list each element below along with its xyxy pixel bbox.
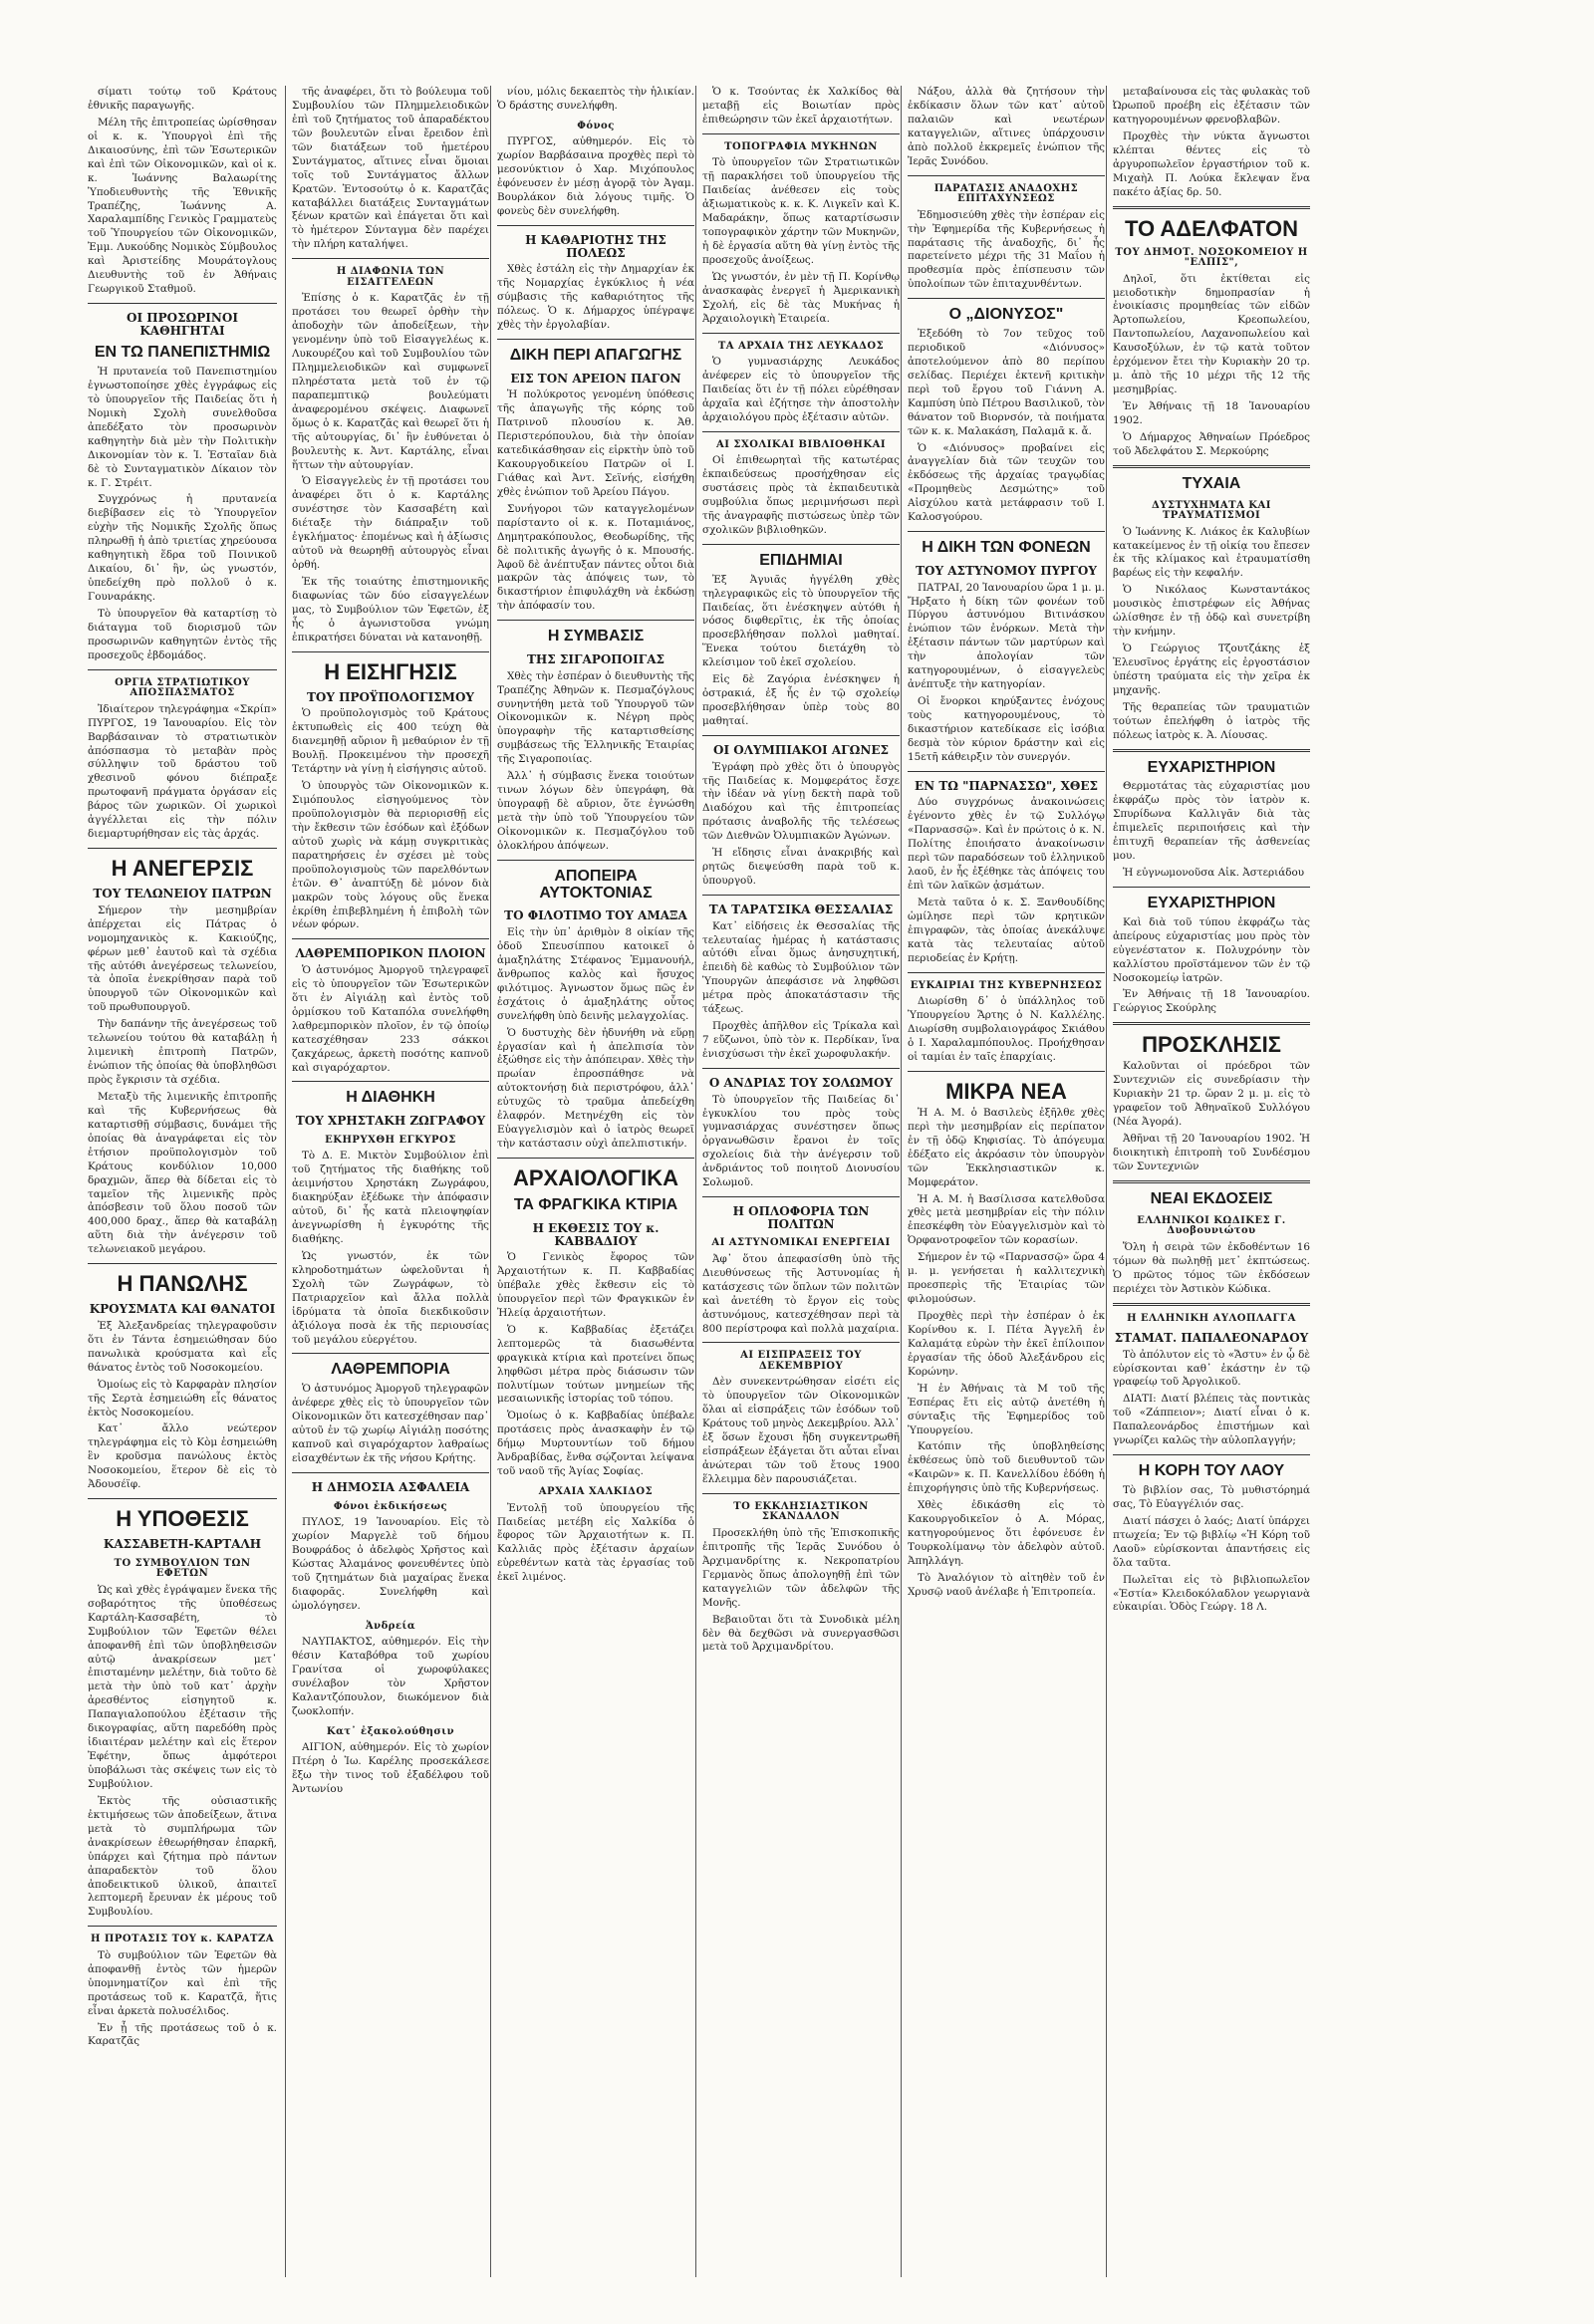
article-headline: ΛΑΘΡΕΜΠΟΡΙΑ xyxy=(331,1361,450,1379)
article-paragraph: Τὸ ὑπουργεῖον τῆς Παιδείας δι᾽ ἐγκυκλίου του πρὸς τοὺς γυμνασιάρχας συνέστησεν ὅπως ὀργανωθῶσιν ἔρανοι ἐν τοῖς σχολείοις διὰ τὴν ἀνέγερσιν τοῦ ἀνδριάντος τοῦ ποιητοῦ Διονυσίου Σολωμοῦ. xyxy=(702,1093,900,1189)
article-paragraph: Διωρίσθη δ᾽ ὁ ὑπάλληλος τοῦ Ὑπουργείου Ἄρτης ὁ Ν. Καλλέλης. Διωρίσθη συμβολαιογράφος Σκιάθου ὁ Ι. Χαραλαμπόπουλος. Προήχθησαν οἱ ταμίαι ἐν ταῖς ἐπαρχίαις. xyxy=(908,995,1105,1063)
article-paragraph: Τὸ ἀπόλυτον εἰς τὸ «Ἄστυ» ἐν ᾧ δὲ εὑρίσκονται καθ᾽ ἑκάστην ἐν τῷ γραφείῳ τοῦ Ἀργολικοῦ. xyxy=(1113,1348,1310,1389)
article-headline: ΤΟΥ ΑΣΤΥΝΟΜΟΥ ΠΥΡΓΟΥ xyxy=(916,563,1097,578)
article-paragraph: Ἡ πολύκροτος γενομένη ὑπόθεσις τῆς ἀπαγωγῆς τῆς κόρης τοῦ Πατρινοῦ πλουσίου κ. Ἀθ. Περιστερόπουλου, διὰ τὴν ὁποίαν κατεδικάσθησαν εἰς εἱρκτὴν ὑπὸ τοῦ Κακουργοδικείου Πατρῶν οἱ Ι. Γιάθας καὶ Ἀντ. Σεϊνής, εἰσήχθη χθὲς ἐνώπιον τοῦ Ἀρείου Πάγου. xyxy=(497,388,694,498)
article-headline: Φόνοι ἐκδικήσεως xyxy=(333,1500,448,1512)
article-paragraph: ΠΑΤΡΑΙ, 20 Ἰανουαρίου ὥρα 1 μ. μ. Ἤρξατο ἡ δίκη τῶν φονέων τοῦ Πύργου ἀστυνόμου Βιτινάσκου ἐνώπιον τῶν ἐνόρκων. Μετὰ τὴν ἐξέτασιν πάντων τῶν μαρτύρων καὶ τὴν ἀπολογίαν τῶν κατηγορουμένων, ὁ εἰσαγγελεὺς ἀνέπτυξε τὴν κατηγορίαν. xyxy=(908,581,1105,691)
column-4 xyxy=(695,86,906,2277)
article-headline: ΤΑ ΑΡΧΑΙΑ ΤΗΣ ΛΕΥΚΑΔΟΣ xyxy=(717,340,885,352)
article-paragraph: Χθὲς τὴν ἑσπέραν ὁ διευθυντὴς τῆς Τραπέζης Ἀθηνῶν κ. Πεσμαζόγλους συνηντήθη μετὰ τοῦ Ὑπουργοῦ τῶν Οἰκονομικῶν κ. Νέγρη πρὸς ὑπογραφὴν τῆς καταρτισθείσης συμβάσεως τῆς Ἑλληνικῆς Ἑταιρίας τῆς Σιγαροποιίας. xyxy=(497,669,694,766)
article-paragraph: νίου, μόλις δεκαεπτὸς τὴν ἡλικίαν. Ὁ δράστης συνελήφθη. xyxy=(497,86,694,112)
article-paragraph: Ἐντολῇ τοῦ ὑπουργείου τῆς Παιδείας μετέβη εἰς Χαλκίδα ὁ ἔφορος τῶν Ἀρχαιοτήτων κ. Π. Καλλιᾶς πρὸς ἐξέτασιν ἀρχαίων εὑρεθέντων κατὰ τὰς ἐργασίας τοῦ ἐκεῖ λιμένος. xyxy=(497,1501,694,1584)
article-headline: ΤΟΥ ΧΡΗΣΤΑΚΗ ΖΩΓΡΑΦΟΥ xyxy=(295,1114,486,1129)
article-paragraph: Συνήγοροι τῶν καταγγελομένων παρίσταντο οἱ κ. κ. Ποταμιάνος, Δημητρακόπουλος, Θεοδωρίδης, τῆς δὲ πολιτικῆς ἀγωγῆς ὁ κ. Μπουσής. Ἀφοῦ δὲ ἀνέπτυξαν πάντες οὗτοι διὰ μακρῶν τὰς ἀπόψεις των, τὸ δικαστήριον ἐπιφυλάχθη νὰ ἐκδώσῃ τὴν ἀπόφασίν του. xyxy=(497,502,694,613)
article-headline: ΤΑ ΦΡΑΓΚΙΚΑ ΚΤΙΡΙΑ xyxy=(513,1196,678,1214)
article-headline: ΤΗΣ ΣΙΓΑΡΟΠΟΙΓΑΣ xyxy=(526,652,665,667)
article-paragraph: Προχθὲς τὴν νύκτα ἄγνωστοι κλέπται θέντες εἰς τὸ ἀργυροπωλεῖον ἐργαστήριον τοῦ κ. Μιχαὴλ Π. Λούκα ἔκλεψαν ἕνα πακέτο ἀξίας δρ. 50. xyxy=(1113,129,1310,198)
article-paragraph: Θερμοτάτας τὰς εὐχαριστίας μου ἐκφράζω πρὸς τὸν ἰατρὸν κ. Σπυρίδωνα Καλλιγᾶν διὰ τὰς ἐπιμελεῖς περιποιήσεις καὶ τὴν ἐπιτυχῆ θεραπείαν τῆς ἀσθενείας μου. xyxy=(1113,780,1310,863)
article-paragraph: Εἰς δὲ Ζαγόρια ἐνέσκηψεν ἡ ὀστρακιά, ἐξ ἧς ἐν τῷ σχολείῳ προσεβλήθησαν ὑπὲρ τοὺς 80 μαθηταί. xyxy=(702,673,900,728)
article-paragraph: Οἱ ἐπιθεωρηταὶ τῆς κατωτέρας ἐκπαιδεύσεως προσήχθησαν εἰς συστάσεις πρὸς τὰ ἐκπαιδευτικὰ συμβούλια ὅπως μεριμνήσωσι περὶ τῆς ἀναγραφῆς πιστώσεως ὑπὲρ τῶν σχολικῶν βιβλιοθηκῶν. xyxy=(702,454,900,536)
article-headline: Η ΥΠΟΘΕΣΙΣ xyxy=(116,1506,249,1532)
column-rule xyxy=(497,620,694,621)
column-rule xyxy=(497,339,694,340)
column-rule xyxy=(702,1196,900,1197)
column-rule xyxy=(292,1081,489,1082)
column-rule xyxy=(702,544,900,545)
article-headline: ΤΟ ΑΔΕΛΦΑΤΟΝ xyxy=(1124,215,1299,241)
column-rule xyxy=(292,938,489,939)
article-headline: ΤΟ ΦΙΛΟΤΙΜΟ ΤΟΥ ΑΜΑΞΑ xyxy=(504,908,687,923)
article-paragraph: Ὡς γνωστόν, ἐκ τῶν κληροδοτημάτων ὡφελοῦνται ἡ Σχολὴ τῶν Ζωγράφων, τὸ Πατριαρχεῖον καὶ ἄλλα πολλὰ ἱδρύματα τὰ ὁποῖα διεκδικοῦσιν ἀξιόλογα ποσὰ ἐκ τῆς περιουσίας τοῦ μεγάλου εὐεργέτου. xyxy=(292,1249,489,1346)
article-headline: Η ΔΙΑΦΩΝΙΑ ΤΩΝ ΕΙΣΑΓΓΕΛΕΩΝ xyxy=(336,266,445,288)
article-paragraph: Ἐν ᾗ τῆς προτάσεως τοῦ ὁ κ. Καρατζᾶς xyxy=(88,2021,277,2048)
column-rule xyxy=(908,972,1105,973)
column-rule xyxy=(1113,1180,1310,1183)
column-rule xyxy=(702,735,900,736)
column-3 xyxy=(490,86,700,2277)
article-headline: Η ΑΝΕΓΕΡΣΙΣ xyxy=(111,856,254,882)
column-rule xyxy=(1113,206,1310,209)
article-paragraph: ΠΥΛΟΣ, 19 Ἰανουαρίου. Εἰς τὸ χωρίον Μαργελὲ τοῦ δήμου Βουφράδος ὁ ἀδελφὸς Χρῆστος καὶ Κώστας Ἀλαμάνος φονευθέντες ὑπὸ τοῦ ζητημάτων διὰ μαχαίρας ἕνεκα διαφορᾶς. Συνελήφθη καὶ ὡμολόγησεν. xyxy=(292,1516,489,1612)
article-headline: ΑΡΧΑΙΟΛΟΓΙΚΑ xyxy=(512,1165,679,1191)
article-headline: ΟΙ ΟΛΥΜΠΙΑΚΟΙ ΑΓΩΝΕΣ xyxy=(713,742,889,757)
article-paragraph: Ἐπίσης ὁ κ. Καρατζᾶς ἐν τῇ προτάσει του θεωρεῖ ὀρθὴν τὴν ἀποδοχὴν τῶν ἀποδείξεων, τὴν γενομένην ὑπὸ τοῦ Εἰσαγγελέως κ. Λυκουρέζου καὶ τοῦ Συμβουλίου τῶν Πλημμελειοδικῶν καὶ συμφωνεῖ πληρέστατα μετὰ τοῦ ἐν τῷ παραπεμπτικῷ βουλεύματι ἀναφερομένου σκέψεις. Διαφωνεῖ ὅμως ὁ κ. Καρατζᾶς καὶ θεωρεῖ ὅτι ἡ τῆς αὐτουργίας, δι᾽ ἣν ἐυθύνεται ὁ βουλευτὴς κ. Ἀντ. Καρτάλης, εἶναι ἥττων τὴν αὐτουργίαν. xyxy=(292,292,489,471)
article-headline: ΤΟ ΕΚΚΛΗΣΙΑΣΤΙΚΟΝ ΣΚΑΝΔΑΛΟΝ xyxy=(733,1500,869,1523)
article-headline: ΤΟΠΟΓΡΑΦΙΑ ΜΥΚΗΝΩΝ xyxy=(724,140,878,152)
article-paragraph: Ὅλη ἡ σειρὰ τῶν ἐκδοθέντων 16 τόμων θὰ πωληθῇ μετ᾽ ἐκπτώσεως. Ὁ πρῶτος τόμος τῶν ἐκδόσεων περιέχει τὸν Ἀστικὸν Κώδικα. xyxy=(1113,1240,1310,1295)
article-headline: ΠΑΡΑΤΑΣΙΣ ΑΝΑΔΟΧΗΣ ΕΠΙΤΑΧΥΝΣΕΩΣ xyxy=(933,182,1079,205)
article-paragraph: τῆς ἀναφέρει, ὅτι τὸ βούλευμα τοῦ Συμβουλίου τῶν Πλημμελειοδικῶν ἐπὶ τοῦ ζητήματος τοῦ ἀπαραδέκτου τῶν βουλευτῶν εἶναι ἔρειδον ἐπὶ τῶν διατάξεων τοῦ ἡμετέρου Συντάγματος, αἵτινες εἶναι ὅμοιαι τοῖς τοῦ Συντάγματος ἄλλων Κρατῶν. Ἐντοσούτῳ ὁ κ. Καρατζᾶς καταβάλλει διατάξεις Συνταγμάτων ξένων κρατῶν καὶ ἐπάγεται ὅτι καὶ τὸ ἡμέτερον Σύνταγμα δὲν παρέχει τὴν πλήρη καταλήψει. xyxy=(292,86,489,251)
article-paragraph: Ὁ κ. Καββαδίας ἐξετάζει λεπτομερῶς τὰ διασωθέντα φραγκικὰ κτίρια καὶ προτείνει ὅπως ληφθῶσι μέτρα πρὸς διάσωσιν τῶν πολυτίμων τούτων μνημείων τῆς μεσαιωνικῆς ἱστορίας τοῦ τόπου. xyxy=(497,1323,694,1406)
article-paragraph: ΑΙΓΙΟΝ, αὐθημερόν. Εἰς τὸ χωρίον Πτέρη ὁ Ἰω. Καρέλης προσεκάλεσε ἔξω τὴν τινος τοῦ ἐξαδέλφου τοῦ Ἀντωνίου xyxy=(292,1741,489,1795)
article-paragraph: Ἡ εἴδησις εἶναι ἀνακριβής καὶ ρητῶς διεψεύσθη παρὰ τοῦ κ. ὑπουργοῦ. xyxy=(702,847,900,888)
column-rule xyxy=(88,1498,277,1499)
article-headline: ΠΡΟΣΚΛΗΣΙΣ xyxy=(1142,1032,1281,1058)
article-paragraph: Καλοῦνται οἱ πρόεδροι τῶν Συντεχνιῶν εἰς συνεδρίασιν τὴν Κυριακὴν 21 τρ. ὥραν 2 μ. μ. εἰς τὸ γραφεῖον τοῦ Ἀθηναϊκοῦ Συλλόγου (Νέα Ἀγορά). xyxy=(1113,1060,1310,1129)
article-headline: Η ΚΟΡΗ ΤΟΥ ΛΑΟΥ xyxy=(1138,1462,1285,1480)
article-headline: Η ΚΑΘΑΡΙΟΤΗΣ ΤΗΣ ΠΟΛΕΩΣ xyxy=(525,233,666,260)
column-rule xyxy=(702,333,900,334)
article-paragraph: Διατί πάσχει ὁ λαός; Διατί ὑπάρχει πτωχεία; Ἐν τῷ βιβλίῳ «Ἡ Κόρη τοῦ Λαοῦ» εὑρίσκονται ἀπαντήσεις εἰς ὅλα ταῦτα. xyxy=(1113,1514,1310,1569)
column-rule xyxy=(908,1071,1105,1072)
article-paragraph: Ἡ Α. Μ. ὁ Βασιλεὺς ἐξῆλθε χθὲς περὶ τὴν μεσημβρίαν εἰς περίπατον ἐν τῇ ὁδῷ Κηφισίας. Τὸ ἀπόγευμα ἐδέξατο εἰς ἀκρόασιν τὸν ὑπουργὸν τῶν Ἐκκλησιαστικῶν κ. Μομφεράτον. xyxy=(908,1106,1105,1188)
article-paragraph: ΠΥΡΓΟΣ, αὐθημερόν. Εἰς τὸ χωρίον Βαρβάσαινα προχθὲς περὶ τὸ μεσονύκτιον ὁ Χαρ. Μιχόπουλος ἐφόνευσεν ἐν μέσῃ ἀγορᾷ τὸν Ἀγαμ. Βουρλάκον διὰ λόγους τιμῆς. Ὁ φονεὺς δὲν συνελήφθη. xyxy=(497,135,694,218)
article-paragraph: Οἱ ἔνορκοι κηρύξαντες ἐνόχους τοὺς κατηγορουμένους, τὸ δικαστήριον κατεδίκασε εἰς ἰσόβια δεσμὰ τὸν κύριον δράστην καὶ εἰς 15ετῆ κάθειρξιν τὸν συνεργόν. xyxy=(908,695,1105,763)
article-paragraph: ΝΑΥΠΑΚΤΟΣ, αὐθημερόν. Εἰς τὴν θέσιν Καταβόθρα τοῦ χωρίου Γρανίτσα οἱ χωροφύλακες συνέλαβον τὸν Χρῆστον Καλαντζόπουλον, διωκόμενον διὰ ζωοκλοπήν. xyxy=(292,1636,489,1717)
article-paragraph: Ἡ πρυτανεία τοῦ Πανεπιστημίου ἐγνωστοποίησε χθὲς ἐγγράφως εἰς τὸ ὑπουργεῖον τῆς Παιδείας ὅτι ἡ Νομικὴ Σχολὴ συνελθοῦσα ἀπεδέξατο τὸν προσωρινὸν καθηγητὴν διὰ μὲν τὴν Πολιτικὴν Δικονομίαν τὸν κ. Ἰ. Ἐσταῖαν διὰ δὲ τὸ Συνταγματικὸν Δίκαιον τὸν κ. Γ. Στρέιτ. xyxy=(88,366,277,489)
column-rule xyxy=(1113,1303,1310,1306)
article-paragraph: Τὸ ὑπουργεῖον θὰ καταρτίσῃ τὸ διάταγμα τοῦ διορισμοῦ τῶν προσωρινῶν καθηγητῶν ἐντὸς τῆς προσεχοῦς ἑβδομάδος. xyxy=(88,607,277,661)
column-rule xyxy=(1113,749,1310,752)
column-rule xyxy=(88,303,277,304)
column-2 xyxy=(285,86,495,2277)
article-paragraph: Ἐξ Ἀγυιᾶς ἠγγέλθη χθὲς τηλεγραφικῶς εἰς τὸ ὑπουργεῖον τῆς Παιδείας, ὅτι ἐνέσκηψεν αὐτόθι ἡ νόσος διφθερῖτις, ἐκ τῆς ὁποίας προσεβλήθησαν πολλοὶ μαθηταί. Ἕνεκα τούτου διετάχθη τὸ κλείσιμον τοῦ ἐκεῖ σχολείου. xyxy=(702,573,900,669)
article-paragraph: Ἰδιαίτερον τηλεγράφημα «Σκρίπ» ΠΥΡΓΟΣ, 19 Ἰανουαρίου. Εἰς τὸν Βαρβάσαιναν τὸ στρατιωτικὸν ἀπόσπασμα τὸ μεταβὰν πρὸς σύλληψιν τοῦ δράστου τοῦ χθεσινοῦ φόνου διέπραξε πρωτοφανῆ πράγματα ὀργάσαν εἰς βάρος τῶν χωρικῶν. Οἱ χωρικοὶ ἀγγέλλεται εἰς τὴν πόλιν διεμαρτυρήθησαν εἰς τὰς ἀρχάς. xyxy=(88,702,277,841)
article-headline: Η ΟΠΛΟΦΟΡΙΑ ΤΩΝ ΠΟΛΙΤΩΝ xyxy=(732,1204,870,1231)
column-rule xyxy=(1113,1454,1310,1455)
column-5 xyxy=(901,86,1111,2277)
article-headline: Η ΔΙΑΘΗΚΗ xyxy=(346,1089,435,1107)
article-headline: ΕΥΧΑΡΙΣΤΗΡΙΟΝ xyxy=(1147,895,1276,911)
article-headline: ΕΙΣ ΤΟΝ ΑΡΕΙΟΝ ΠΑΓΟΝ xyxy=(510,371,681,386)
column-rule xyxy=(702,895,900,896)
column-1 xyxy=(88,86,283,2277)
article-headline: Η ΕΚΘΕΣΙΣ ΤΟΥ κ. ΚΑΒΒΑΔΙΟΥ xyxy=(532,1220,660,1248)
article-headline: ΤΟΥ ΠΡΟΫΠΟΛΟΓΙΣΜΟΥ xyxy=(307,689,474,704)
article-paragraph: Χθὲς ἐστάλη εἰς τὴν Δημαρχίαν ἐκ τῆς Νομαρχίας ἐγκύκλιος ἡ νέα σύμβασις τῆς καθαριότητος τῆς πόλεως. Ὁ κ. Δήμαρχος ὑπέγραψε χθὲς τὴν ἐργολαβίαν. xyxy=(497,263,694,331)
article-paragraph: Ἀφ᾽ ὅτου ἀπεφασίσθη ὑπὸ τῆς Διευθύνσεως τῆς Ἀστυνομίας ἡ κατάσχεσις τῶν ὅπλων τῶν πολιτῶν καὶ ἀνετέθη τὸ ἔργον εἰς τοὺς ἀστυνόμους, κατεσχέθησαν περὶ τὰ 800 περίστροφα καὶ πολλὰ μαχαίρια. xyxy=(702,1252,900,1335)
article-paragraph: Τὸ ὑπουργεῖον τῶν Στρατιωτικῶν τῇ παρακλήσει τοῦ ὑπουργείου τῆς Παιδείας ἀνέθεσεν εἰς τοὺς ἀξιωματικοὺς κ. κ. Κ. Λιγκεῖν καὶ Κ. Μαδαράκην, ὅπως καταρτίσωσιν τοπογραφικὸν χάρτην τῶν Μυκηνῶν, ἡ δὲ ἐργασία αὕτη θὰ γίνῃ ἐντὸς τῆς προσεχοῦς ἀνοίξεως. xyxy=(702,156,900,266)
column-rule xyxy=(292,258,489,259)
article-paragraph: Ἀθῆναι τῇ 20 Ἰανουαρίου 1902. Ἡ διοικητικὴ ἐπιτροπὴ τοῦ Συνδέσμου τῶν Συντεχνιῶν xyxy=(1113,1133,1310,1173)
column-rule xyxy=(908,771,1105,772)
article-paragraph: Κατ᾽ εἰδήσεις ἐκ Θεσσαλίας τῆς τελευταίας ἡμέρας ἡ κατάστασις αὐτόθι εἶναι ὅμως ἀνησυχητική, ἐπειδὴ δὲ καθὼς τὸ Συμβούλιον τῶν Ὑπουργῶν ἀπεφάσισε νὰ ληφθῶσι μέτρα πρὸς ἀποκατάστασιν τῆς τάξεως. xyxy=(702,919,900,1016)
article-headline: ΑΙ ΣΧΟΛΙΚΑΙ ΒΙΒΛΙΟΘΗΚΑΙ xyxy=(715,438,887,450)
article-paragraph: Ὁ προϋπολογισμὸς τοῦ Κράτους ἐκτυπωθεὶς εἰς 400 τεύχη θὰ διανεμηθῇ αὔριον ἢ μεθαύριον ἐν τῇ Βουλῇ. Προκειμένου τὴν προσεχῆ Τετάρτην νὰ γίνῃ ἡ εἰσήγησις αὐτοῦ. xyxy=(292,707,489,776)
article-paragraph: Ἐδημοσιεύθη χθὲς τὴν ἑσπέραν εἰς τὴν Ἐφημερίδα τῆς Κυβερνήσεως ἡ παράτασις τῆς ἀναδοχῆς, δι᾽ ἧς παρετείνετο μέχρι τῆς 31 Μαΐου ἡ προθεσμία πρὸς ἐπίσπευσιν τῶν ὑπολοίπων τῶν ἐπιταχυνθέντων. xyxy=(908,208,1105,291)
article-paragraph: Ὁ Γεώργιος Τζουτζάκης ἐξ Ἐλευσῖνος ἐργάτης εἰς ἐργοστάσιον ὑπέστη τραύματα εἰς τὴν χεῖρα ἐκ μηχανῆς. xyxy=(1113,643,1310,696)
article-headline: ΚΑΣΣΑΒΕΤΗ-ΚΑΡΤΑΛΗ xyxy=(103,1537,262,1552)
article-paragraph: Μεταξὺ τῆς λιμενικῆς ἐπιτροπῆς καὶ τῆς Κυβερνήσεως θὰ καταρτισθῇ σύμβασις, δυνάμει τῆς ὁποίας θὰ ἀναγράφεται εἰς τὸν ἐτήσιον προϋπολογισμὸν τοῦ Κράτους κονδύλιον 10,000 δραχμῶν, ἅπερ θὰ δίδεται εἰς τὸ ταμεῖον τῆς λιμενικῆς πρὸς ἀπόσβεσιν τοῦ ὅλου ποσοῦ τῶν 400,000 δραχ., ἅπερ θὰ καταβάλῃ αὕτη διὰ τὴν ἀνέγερσιν τοῦ τελωνειακοῦ μεγάρου. xyxy=(88,1090,277,1256)
article-paragraph: Ὁ Νικόλαος Κωνσταντάκος μουσικὸς ἐπιστρέφων εἰς Ἀθήνας ὠλίσθησε ἐν τῇ ὁδῷ καὶ συνετρίβη τὴν κνήμην. xyxy=(1113,584,1310,639)
column-rule xyxy=(908,298,1105,299)
article-paragraph: Ἐκτὸς τῆς οὐσιαστικῆς ἐκτιμήσεως τῶν ἀποδείξεων, ἅτινα μετὰ τὸ συμπλήρωμα τῶν ἀνακρίσεων ἐθεωρήθησαν ἐπαρκῆ, ὑπάρχει καὶ ζήτημα πρὸ πάντων ἀπαραδεκτὸν τοῦ ὅλου ἀποδεικτικοῦ ὑλικοῦ, ἀπαιτεῖ λεπτομερῆ ἔρευναν ἐκ μέρους τοῦ Συμβουλίου. xyxy=(88,1794,277,1919)
article-paragraph: Ὡς καὶ χθὲς ἐγράψαμεν ἕνεκα τῆς σοβαρότητος τῆς ὑποθέσεως Καρτάλη-Κασσαβέτη, τὸ Συμβούλιον τῶν Ἐφετῶν θέλει ἀποφανθῆ ἐπὶ τῶν ὑποβληθεισῶν αὐτῷ ἀνακρίσεων μετ᾽ ἐπισταμένην μελέτην, διὰ τοῦτο δὲ μετὰ τὴν ὑπὸ τοῦ κατ᾽ ἀρχὴν ἀρεσθέντος εἰσηγητοῦ κ. Παπαγιαλοπούλου ἐξέτασιν τῆς δικογραφίας, αὕτη παρεδόθη πρὸς ἰδιαιτέραν μελέτην καὶ εἰς ἕτερον Ἐφέτην, ὅπως ἀμφότεροι ὑποβάλωσι τὰς σκέψεις των εἰς τὸ Συμβούλιον. xyxy=(88,1583,278,1790)
column-rule xyxy=(88,848,277,849)
column-rule xyxy=(88,1926,277,1927)
article-paragraph: Σήμερον τὴν μεσημβρίαν ἀπέρχεται εἰς Πάτρας ὁ νομομηχανικὸς κ. Κακιούζης, φέρων μεθ᾽ ἑαυτοῦ καὶ τὰ σχέδια τῆς αὐτόθι ἀνεγέρσεως τελωνείου, τὰ ὁποῖα ἐνεκρίθησαν παρὰ τοῦ ὑπουργοῦ τῶν Οἰκονομικῶν καὶ τοῦ πρωθυπουργοῦ. xyxy=(88,904,277,1014)
article-headline: ΕΥΚΑΙΡΙΑΙ ΤΗΣ ΚΥΒΕΡΝΗΣΕΩΣ xyxy=(910,979,1103,991)
article-paragraph: Κατ᾽ ἄλλο νεώτερον τηλεγράφημα εἰς τὸ Κὸμ ἐσημειώθη ἓν κροῦσμα πανώλους ἐκτὸς Νοσοκομείου, ἕτερον δὲ εἰς τὸ Ἀδουσέϊφ. xyxy=(88,1422,277,1491)
article-headline: ΜΙΚΡΑ ΝΕΑ xyxy=(945,1078,1067,1104)
article-paragraph: Ὁ ἀστυνόμος Ἀμοργοῦ τηλεγραφῶν ἀνέφερε χθὲς εἰς τὸ ὑπουργεῖον τῶν Οἰκονομικῶν ὅτι κατεσχέθησαν παρ᾽ αὐτοῦ ἐν τῷ χωρίῳ Αἰγιάλῃ ποσότης καπνοῦ καὶ σιγαρόχαρτον λαθραίως εἰσαχθέντων ἐκ τῆς νήσου Κρήτης. xyxy=(292,1383,489,1464)
article-headline: Ο ΑΝΔΡΙΑΣ ΤΟΥ ΣΟΛΩΜΟΥ xyxy=(708,1075,894,1090)
article-paragraph: Ὁμοίως εἰς τὸ Καρφαρὰν πλησίον τῆς Σερτὰ ἐσημειώθη εἷς θάνατος ἐκτὸς Νοσοκομείου. xyxy=(88,1378,277,1419)
article-headline: ΕΛΛΗΝΙΚΟΙ ΚΩΔΙΚΕΣ Γ. Δυοβουνιώτου xyxy=(1137,1214,1286,1237)
article-paragraph: Ἐγράφη πρὸ χθὲς ὅτι ὁ ὑπουργὸς τῆς Παιδείας κ. Μομφεράτος ἔσχε τὴν ἰδέαν νὰ γίνῃ δεκτὴ παρὰ τοῦ Διαδόχου καὶ τῆς ἐπιτροπείας πρότασις ἀναβολῆς τῆς τελέσεως τῶν Διεθνῶν Ὀλυμπιακῶν Ἀγώνων. xyxy=(702,760,900,843)
article-headline: ΣΤΑΜΑΤ. ΠΑΠΑΛΕΟΝΑΡΔΟΥ xyxy=(1114,1331,1309,1345)
article-paragraph: Καὶ διὰ τοῦ τύπου ἐκφράζω τὰς ἀπείρους εὐχαριστίας μου πρὸς τὸν εὐγενέστατον κ. Πολυχρόνην τὸν καλλίστου προϊστάμενον τῶν ἐν τῷ Νοσοκομείῳ ἰατρῶν. xyxy=(1113,915,1310,984)
article-paragraph: Ὁ Εἰσαγγελεὺς ἐν τῇ προτάσει του ἀναφέρει ὅτι ὁ κ. Καρτάλης συνέστησε τὸν Κασσαβέτη καὶ διέταξε τὴν διάπραξιν τοῦ ἐγκλήματος· ἐπομένως καὶ ἡ ἀξίωσις αὐτοῦ νὰ θεωρηθῇ αὐτουργὸς εἶναι ὀρθή. xyxy=(292,475,489,572)
column-rule xyxy=(292,1353,489,1354)
article-paragraph: Ἐξ Ἀλεξανδρείας τηλεγραφοῦσιν ὅτι ἐν Τάντα ἐσημειώθησαν δύο πανωλικὰ κρούσματα καὶ εἷς θάνατος ἐντὸς τοῦ Νοσοκομείου. xyxy=(88,1319,277,1374)
article-paragraph: Ἐν Ἀθήναις τῇ 18 Ἰανουαρίου 1902. xyxy=(1113,400,1310,426)
column-rule xyxy=(497,860,694,861)
column-rule xyxy=(292,1472,489,1473)
article-paragraph: Τὸ Ἀναλόγιον τὸ αἰτηθὲν τοῦ ἐν Χρυσῷ ναοῦ ἀνέλαβε ἡ Ἐπιτροπεία. xyxy=(908,1571,1105,1598)
article-paragraph: Ἡ εὐγνωμονοῦσα Αἰκ. Ἀστεριάδου xyxy=(1123,867,1305,880)
article-paragraph: Τὸ συμβούλιον τῶν Ἐφετῶν θὰ ἀποφανθῇ ἐντὸς τῶν ἡμερῶν ὑπομνηματίζον καὶ ἐπὶ τῆς προτάσεως τοῦ κ. Καρατζᾶ, ἥτις εἶναι ἀρκετὰ πολυσέλιδος. xyxy=(88,1948,277,2017)
article-headline: ΑΙ ΑΣΤΥΝΟΜΙΚΑΙ ΕΝΕΡΓΕΙΑΙ xyxy=(711,1237,891,1249)
column-6 xyxy=(1106,86,1316,2277)
article-paragraph: Ὁ Δήμαρχος Ἀθηναίων Πρόεδρος τοῦ Ἀδελφάτου Σ. Μερκούρης xyxy=(1113,430,1310,457)
article-paragraph: Ἡ ἐν Ἀθήναις τὰ Μ τοῦ τῆς Ἑσπέρας ἔτι εἰς αὐτῷ ἀνετέθη ἡ σύνταξις τῆς Ἐφημερίδος τοῦ Ὑπουργείου. xyxy=(908,1382,1105,1436)
article-paragraph: σίματι τούτῳ τοῦ Κράτους ἐθνικῆς παραγωγῆς. xyxy=(88,86,277,112)
article-headline: ΛΑΘΡΕΜΠΟΡΙΚΟΝ ΠΛΟΙΟΝ xyxy=(295,946,486,961)
article-paragraph: Πωλεῖται εἰς τὸ βιβλιοπωλεῖον «Ἑστία» Κλειδοκόλαδλον γεωργιανὰ εὐκαιρίαι. Ὁδὸς Γεώργ. 18 Λ. xyxy=(1113,1573,1310,1614)
article-headline: Η ΣΥΜΒΑΣΙΣ xyxy=(547,628,645,646)
article-paragraph: Ὁ Ἰωάννης Κ. Λιάκος ἐκ Καλυβίων κατακείμενος ἐν τῇ οἰκίᾳ του ἔπεσεν ἐκ τῆς κλίμακος καὶ ἐτραυματίσθη βαρέως εἰς τὴν κεφαλήν. xyxy=(1113,525,1310,580)
article-headline: ΚΡΟΥΣΜΑΤΑ ΚΑΙ ΘΑΝΑΤΟΙ xyxy=(89,1302,276,1317)
article-paragraph: Προχθὲς περὶ τὴν ἑσπέραν ὁ ἐκ Κορίνθου κ. Ι. Πέτα Ἀγγελῆ ἐν Καλαμάτᾳ εὑρὼν τὴν ἐκεῖ ἐπίλοιπον ἐργασίαν τῆς ὁδοῦ Ἀλεξάνδρου εἰς Κορώνην. xyxy=(908,1310,1105,1378)
article-headline: Η ΕΙΣΗΓΗΣΙΣ xyxy=(324,658,457,684)
article-paragraph: Ὡς γνωστόν, ἐν μὲν τῇ Π. Κορίνθῳ ἀνασκαφὰς ἐνεργεῖ ἡ Ἀμερικανικὴ Σχολή, εἰς δὲ τὰς Μυκήνας ἡ Ἀρχαιολογικὴ Ἑταιρεία. xyxy=(702,270,900,325)
column-rule xyxy=(908,175,1105,176)
article-paragraph: Ἡ Α. Μ. ἡ Βασίλισσα κατελθοῦσα χθὲς μετὰ μεσημβρίαν εἰς τὴν πόλιν ἐπεσκέφθη τὸν Εὐαγγελισμὸν καὶ τὸ Ὀρφανοτροφεῖον τῶν κορασίων. xyxy=(908,1192,1105,1247)
article-paragraph: Ὁ δυστυχὴς δὲν ἠδυνήθη νὰ εὕρῃ ἐργασίαν καὶ ἡ ἀπελπισία τὸν ἐξώθησε εἰς τὴν ἀπόπειραν. Χθὲς τὴν πρωίαν ἐπροσπάθησε νὰ αὐτοκτονήσῃ διὰ περιστρόφου, ἀλλ᾽ εὐτυχῶς τὸ τραῦμα ἀπεδείχθη ἐλαφρόν. Μετηνέχθη εἰς τὸν Εὐαγγελισμὸν καὶ ὁ ἰατρὸς θεωρεῖ τὴν κατάστασιν οὐχὶ ἀπελπιστικήν. xyxy=(497,1026,694,1151)
column-rule xyxy=(702,431,900,432)
article-headline: ΤΑ ΤΑΡΑΤΣΙΚΑ ΘΕΣΣΑΛΙΑΣ xyxy=(708,903,894,917)
article-paragraph: Σήμερον ἐν τῷ «Παρνασσῷ» ὥρα 4 μ. μ. γενήσεται ἡ καλλιτεχνικὴ προεσπερὶς τῆς Ἑταιρίας τῶν φιλομούσων. xyxy=(908,1251,1105,1306)
article-paragraph: Προσεκλήθη ὑπὸ τῆς Ἐπισκοπικῆς ἐπιτροπῆς τῆς Ἱερᾶς Συνόδου ὁ Ἀρχιμανδρίτης κ. Νεκροπατρίου Γερμανὸς ὅπως ἀπολογηθῇ ἐπὶ τῶν καταγγελιῶν τῶν ἀδελφῶν τῆς Μονῆς. xyxy=(702,1526,900,1609)
article-headline: Ο „ΔΙΟΝΥΣΟΣ" xyxy=(948,306,1064,324)
column-rule xyxy=(702,1068,900,1069)
article-paragraph: Ἐξεδόθη τὸ 7ον τεῦχος τοῦ περιοδικοῦ «Διόνυσος» ἀποτελούμενον ἀπὸ 80 περίπου σελίδας. Περιέχει ἐκτενῆ κριτικὴν περὶ τοῦ ἔργου τοῦ Γιάννη Α. Καμπύση ὑπὸ Πέτρου Βασιλικοῦ, τὸν θάνατον τοῦ Βιορνσόν, τὰ ποιήματα τῶν κ. κ. Μαλακάση, Παλαμᾶ κ. ἄ. xyxy=(908,328,1105,437)
article-paragraph: Ὁ «Διόνυσος» προβαίνει εἰς ἀναγγελίαν διὰ τῶν τευχῶν του ἐκδόσεως τῆς ἀρχαίας τραγῳδίας «Προμηθεὺς Δεσμώτης» τοῦ Αἰσχύλου κατὰ μετάφρασιν τοῦ Ι. Καλοσγούρου. xyxy=(908,441,1105,524)
article-paragraph: Ὁ Γενικὸς ἔφορος τῶν Ἀρχαιοτήτων κ. Π. Καββαδίας ὑπέβαλε χθὲς ἔκθεσιν εἰς τὸ ὑπουργεῖον περὶ τῶν Φραγκικῶν ἐν Ἠλείᾳ ἀρχαιοτήτων. xyxy=(497,1251,694,1319)
article-paragraph: Ὁ γυμνασιάρχης Λευκάδος ἀνέφερεν εἰς τὸ ὑπουργεῖον τῆς Παιδείας ὅτι ἐν τῇ πόλει εὑρέθησαν ἀρχαῖα καὶ ἐζήτησε τὴν ἀποστολὴν ἀρχαιολόγου πρὸς ἐξέτασιν αὐτῶν. xyxy=(702,356,900,423)
column-rule xyxy=(702,1493,900,1494)
article-paragraph: Ὁ ἀστυνόμος Ἀμοργοῦ τηλεγραφεῖ εἰς τὸ ὑπουργεῖον τῶν Ἐσωτερικῶν ὅτι ἐν Αἰγιάλῃ καὶ ἐντὸς τοῦ ὁρμίσκου τοῦ Καταπόλα συνελήφθη λαθρεμπορικὸν πλοῖον, ἐν τῷ ὁποίῳ κατεσχέθησαν 233 σάκκοι ζακχάρεως, ἀρκετὴ ποσότης καπνοῦ καὶ σιγαρόχαρτον. xyxy=(292,963,489,1074)
column-rule xyxy=(497,225,694,226)
article-paragraph: Ὁμοίως ὁ κ. Καββαδίας ὑπέβαλε προτάσεις πρὸς ἀνασκαφὴν ἐν τῷ δήμῳ Μυρτουντίων τοῦ δήμου Ἀνδραβίδας, ἔνθα σῴζονται λείψανα τοῦ ναοῦ τῆς Ἁγίας Σοφίας. xyxy=(497,1410,694,1478)
article-paragraph: Χθὲς ἐδικάσθη εἰς τὸ Κακουργοδικεῖον ὁ Α. Μόρας, κατηγορούμενος ὅτι ἐφόνευσε ἐν Τουρκολίμανῳ τὸν ἀδελφὸν αὐτοῦ. Ἀπηλλάγη. xyxy=(908,1499,1105,1567)
article-paragraph: Βεβαιοῦται ὅτι τὰ Συνοδικὰ μέλη δὲν θὰ δεχθῶσι νὰ συνεργασθῶσι μετὰ τοῦ Ἀρχιμανδρίτου. xyxy=(702,1613,900,1654)
article-headline: ΕΝ ΤΩ "ΠΑΡΝΑΣΣΩ", ΧΘΕΣ xyxy=(915,778,1098,793)
article-headline: ΤΟΥ ΔΗΜΟΤ. ΝΟΣΟΚΟΜΕΙΟΥ Η "ΕΛΠΙΣ", xyxy=(1115,246,1308,269)
column-rule xyxy=(497,1158,694,1159)
article-paragraph: Ἐκ τῆς τοιαύτης ἐπιστημονικῆς διαφωνίας τῶν δύο εἰσαγγελέων μας, τὸ Συμβούλιον τῶν Ἐφετῶν, ἐξ ἧς ὁ ἀγωνιστοῦσα γνώμη ἐπικρατήσει δύναται νὰ κατανοηθῇ. xyxy=(292,576,489,644)
article-headline: Η ΠΡΟΤΑΣΙΣ ΤΟΥ κ. ΚΑΡΑΤΖΑ xyxy=(90,1934,275,1945)
column-rule xyxy=(1113,465,1310,468)
article-paragraph: Δηλοῖ, ὅτι ἐκτίθεται εἰς μειοδοτικὴν δημοπρασίαν ἡ ἐνοικίασις προμηθείας τῶν εἰδῶν Ἀρτοπωλείου, Κρεοπωλείου, Παντοπωλείου, Λαχανοπωλείου καὶ Καυσοξύλων, ἐν τῷ κατὰ τοῦτον ἐρχόμενον ἔτει τὴν Κυριακὴν 20 τρ. μ. ἀπὸ τῆς 10 μέχρι τῆς 12 τῆς μεσημβρίας. xyxy=(1113,272,1310,396)
article-paragraph: ΔΙΑΤΙ: Διατί βλέπεις τὰς ποντικὰς τοῦ «Ζάππειον»; Διατί εἶναι ὁ κ. Παπαλεονάρδος ἐπιστήμων καὶ γνωρίζει καλῶς τὴν αὐλοπλαγγήν; xyxy=(1113,1393,1310,1447)
newspaper-page xyxy=(88,86,1572,2277)
article-headline: Η ΕΛΛΗΝΙΚΗ ΑΥΛΟΠΛΑΓΓΑ xyxy=(1127,1312,1296,1324)
article-paragraph: Προχθὲς ἀπῆλθον εἰς Τρίκαλα καὶ 7 εὔζωνοι, ὑπὸ τὸν κ. Περδίκαν, ἵνα ἐνισχύσωσι τὴν ἐκεῖ χωροφυλακήν. xyxy=(702,1020,900,1061)
article-paragraph: Τῆς θεραπείας τῶν τραυματιῶν τούτων ἐπελήφθη ὁ ἰατρὸς τῆς πόλεως ἰατρὸς κ. Ἀ. Λίουσας. xyxy=(1113,700,1310,741)
column-rule xyxy=(292,651,489,652)
article-headline: ΕΠΙΔΗΜΙΑΙ xyxy=(759,551,843,569)
article-headline: Η ΔΗΜΟΣΙΑ ΑΣΦΑΛΕΙΑ xyxy=(311,1479,470,1494)
article-headline: ΤΟ ΣΥΜΒΟΥΛΙΟΝ ΤΩΝ ΕΦΕΤΩΝ xyxy=(114,1557,251,1580)
article-headline: Κατ᾽ ἐξακολούθησιν xyxy=(326,1725,455,1737)
article-paragraph: Τὴν δαπάνην τῆς ἀνεγέρσεως τοῦ τελωνείου τούτου θὰ καταβάλῃ ἡ λιμενικὴ ἐπιτροπὴ Πατρῶν, ἐνώπιον τῆς ὁποίας θὰ ὑποβληθῶσι πρὸς ἔγκρισιν τὰ σχέδια. xyxy=(88,1018,277,1087)
article-headline: ΤΥΧΑΙΑ xyxy=(1182,474,1241,492)
article-headline: ΔΥΣΤΥΧΗΜΑΤΑ ΚΑΙ ΤΡΑΥΜΑΤΙΣΜΟΙ xyxy=(1152,499,1271,522)
article-paragraph: Ὁ ὑπουργὸς τῶν Οἰκονομικῶν κ. Σιμόπουλος εἰσηγούμενος τὸν προϋπολογισμὸν θὰ περιορισθῇ εἰς τὴν ἔκθεσιν τῶν ἐσόδων καὶ ἐξόδων αὐτοῦ χωρὶς νὰ κάμῃ συγκριτικὰς παρατηρήσεις ἐν σχέσει μὲ τοὺς προϋπολογισμοὺς τῶν παρελθόντων ἐτῶν. Θ᾽ ἀναπτύξῃ δὲ μόνον διὰ μακρῶν τοὺς λόγους οὓς ἕνεκα ἐκρίθη ἐπιβεβλημένη ἡ ἐπιβολὴ τῶν νέων φόρων. xyxy=(292,780,489,931)
article-paragraph: Δὲν συνεκεντρώθησαν εἰσέτι εἰς τὸ ὑπουργεῖον τῶν Οἰκονομικῶν ὅλαι αἱ εἰσπράξεις τῶν ἐσόδων τοῦ Κράτους τοῦ μηνὸς Δεκεμβρίου. Ἀλλ᾽ ἐξ ὅσων ἔχουσι ἤδη συγκεντρωθῆ εἰσπράξεων ἐξάγεται ὅτι αὗται εἶναι ἀνώτεραι τῶν τοῦ ἔτους 1900 ἕλλειμμα δὲν παρουσιάζεται. xyxy=(702,1376,900,1486)
column-rule xyxy=(702,1342,900,1343)
article-headline: ΔΙΚΗ ΠΕΡΙ ΑΠΑΓΩΓΗΣ xyxy=(509,346,682,364)
article-headline: ΑΡΧΑΙΑ ΧΑΛΚΙΔΟΣ xyxy=(538,1486,654,1498)
article-headline: Ἀνδρεία xyxy=(365,1620,416,1632)
column-rule xyxy=(88,1263,277,1264)
column-rule xyxy=(908,531,1105,532)
article-paragraph: Εἰς τὴν ὑπ᾽ ἀριθμὸν 8 οἰκίαν τῆς ὁδοῦ Σπευσίππου κατοικεῖ ὁ ἁμαξηλάτης Στέφανος Ἐμμανουήλ, ἄνθρωπος καλὸς καὶ ἥσυχος φιλότιμος. Ἀγνωστον ὅμως πῶς ἐν ἐσχάτοις ὁ ἁμαξηλάτης οὗτος συνελήφθη ὑπὸ δεινῆς μελαγχολίας. xyxy=(497,926,694,1022)
article-paragraph: Ἐν Ἀθήναις τῇ 18 Ἰανουαρίου. Γεώργιος Σκούρλης xyxy=(1113,988,1310,1015)
column-rule xyxy=(1113,1022,1310,1025)
article-headline: ΑΙ ΕΙΣΠΡΑΞΕΙΣ ΤΟΥ ΔΕΚΕΜΒΡΙΟΥ xyxy=(740,1350,862,1372)
article-paragraph: Μέλη τῆς ἐπιτροπείας ὡρίσθησαν οἱ κ. κ. Ὑπουργοὶ ἐπὶ τῆς Δικαιοσύνης, ἐπὶ τῶν Ἐσωτερικῶν καὶ ἐπὶ τῶν Οἰκονομικῶν, καὶ οἱ κ. κ. Ἰωάννης Βαλαωρίτης Ὑποδιευθυντὴς τῆς Ἐθνικῆς Τραπέζης, Ἰωάννης Α. Χαραλαμπίδης Γενικὸς Γραμματεὺς τοῦ Ὑπουργείου τῶν Οἰκονομικῶν, Ἐμμ. Λυκούδης Νομικὸς Σύμβουλος καὶ Ἀριστείδης Μουράτογλους Διευθυντὴς τοῦ ἐν Ἀθήναις Γεωργικοῦ Σταθμοῦ. xyxy=(88,116,277,296)
article-paragraph: Νάξου, ἀλλὰ θὰ ζητήσουν τὴν ἐκδίκασιν ὅλων τῶν κατ᾽ αὐτοῦ παλαιῶν καὶ νεωτέρων καταγγελιῶν, αἵτινες ὑπάρχουσιν ἀπὸ πολλοῦ ἐκκρεμεῖς ἐνώπιον τῆς Ἱερᾶς Συνόδου. xyxy=(908,86,1105,167)
article-paragraph: Τὸ Δ. Ε. Μικτὸν Συμβούλιον ἐπὶ τοῦ ζητήματος τῆς διαθήκης τοῦ ἀειμνήστου Χρηστάκη Ζωγράφου, διακηρύξαν ἐξέδωκε τὴν ἀπόφασιν αὐτοῦ, δι᾽ ἧς κατὰ πλειοψηφίαν ἀνεγνωρίσθη ἡ ἐγκυρότης τῆς διαθήκης. xyxy=(292,1150,489,1245)
column-rule xyxy=(702,133,900,134)
column-rule xyxy=(1113,887,1310,888)
article-paragraph: Ἀλλ᾽ ἡ σύμβασις ἕνεκα τοιούτων τινων λόγων δὲν ὑπεγράφη, θὰ ὑπογραφῇ δὲ αὔριον, ὅτε ἐγνώσθη μετὰ τὴν ὑπὸ τοῦ Ὑπουργείου τῶν Οἰκονομικῶν κ. Πεσμαζόγλου τοῦ ὁλοκλήρου ἀπόψεων. xyxy=(497,770,694,852)
article-headline: Φόνος xyxy=(577,120,615,131)
article-headline: ΑΠΟΠΕΙΡΑ ΑΥΤΟΚΤΟΝΙΑΣ xyxy=(539,867,653,902)
article-headline: ΕΝ ΤΩ ΠΑΝΕΠΙΣΤΗΜΙΩ xyxy=(94,344,271,362)
article-paragraph: Δύο συγχρόνως ἀνακοινώσεις ἐγένοντο χθὲς ἐν τῷ Συλλόγῳ «Παρνασσῷ». Καὶ ἐν πρώτοις ὁ κ. Ν. Πολίτης ἐποιήσατο ἀνακοίνωσιν περὶ τῶν παραδόσεων τοῦ ἑλληνικοῦ λαοῦ, ἐν ἧς ἐξέθηκε τὰς ἀπόψεις του ἐπὶ τῶν λαϊκῶν ᾀσμάτων. xyxy=(908,796,1105,892)
article-headline: ΕΥΧΑΡΙΣΤΗΡΙΟΝ xyxy=(1147,758,1276,776)
article-headline: Η ΠΑΝΩΛΗΣ xyxy=(117,1271,248,1297)
article-paragraph: Ὁ κ. Τσούντας ἐκ Χαλκίδος θὰ μεταβῇ εἰς Βοιωτίαν πρὸς ἐπιθεώρησιν τῶν ἐκεῖ ἀρχαιοτήτων. xyxy=(702,86,900,126)
article-paragraph: Συγχρόνως ἡ πρυτανεία διεβίβασεν εἰς τὸ Ὑπουργεῖον εὐχὴν τῆς Νομικῆς Σχολῆς ὅπως πληρωθῇ ἡ ἀπὸ τριετίας χηρεύουσα καθηγητικὴ ἕδρα τοῦ Ποινικοῦ Δικαίου, δι᾽ ἣν, ὡς γνωστόν, ὑπεδείχθη πρὸ πολλοῦ ὁ κ. Γουναράκης. xyxy=(88,493,277,604)
article-paragraph: Τὸ βιβλίον σας, Τὸ μυθιστόρημά σας, Τὸ Εὐαγγέλιόν σας. xyxy=(1113,1483,1310,1510)
article-headline: ΕΚΗΡΥΧΘΗ ΕΓΚΥΡΟΣ xyxy=(325,1134,456,1146)
article-headline: ΤΟΥ ΤΕΛΩΝΕΙΟΥ ΠΑΤΡΩΝ xyxy=(93,887,272,902)
article-paragraph: Μετὰ ταῦτα ὁ κ. Σ. Ξανθουδίδης ὡμίλησε περὶ τῶν κρητικῶν ἐπιγραφῶν, τὰς ὁποίας ἀνεκάλυψε κατὰ τὰς τελευταίας αὐτοῦ περιοδείας ἐν Κρήτῃ. xyxy=(908,896,1105,964)
column-rule xyxy=(88,669,277,670)
article-paragraph: μεταβαίνουσα εἰς τὰς φυλακὰς τοῦ Ὠρωποῦ προέβη εἰς ἐξέτασιν τῶν κατηγορουμένων φρενοβλαβῶν. xyxy=(1113,86,1310,126)
article-headline: ΟΙ ΠΡΟΣΩΡΙΝΟΙ ΚΑΘΗΓΗΤΑΙ xyxy=(127,311,238,338)
article-headline: Η ΔΙΚΗ ΤΩΝ ΦΟΝΕΩΝ xyxy=(922,539,1091,557)
article-headline: ΟΡΓΙΑ ΣΤΡΑΤΙΩΤΙΚΟΥ ΑΠΟΣΠΑΣΜΑΤΟΣ xyxy=(115,676,250,699)
article-headline: ΝΕΑΙ ΕΚΔΟΣΕΙΣ xyxy=(1150,1189,1273,1207)
article-paragraph: Κατόπιν τῆς ὑποβληθείσης ἐκθέσεως ὑπὸ τοῦ διευθυντοῦ τῶν «Καιρῶν» κ. Π. Κανελλίδου ἐδόθη ἡ ἐπιχορήγησις ὑπὸ τῆς Κυβερνήσεως. xyxy=(908,1440,1105,1495)
